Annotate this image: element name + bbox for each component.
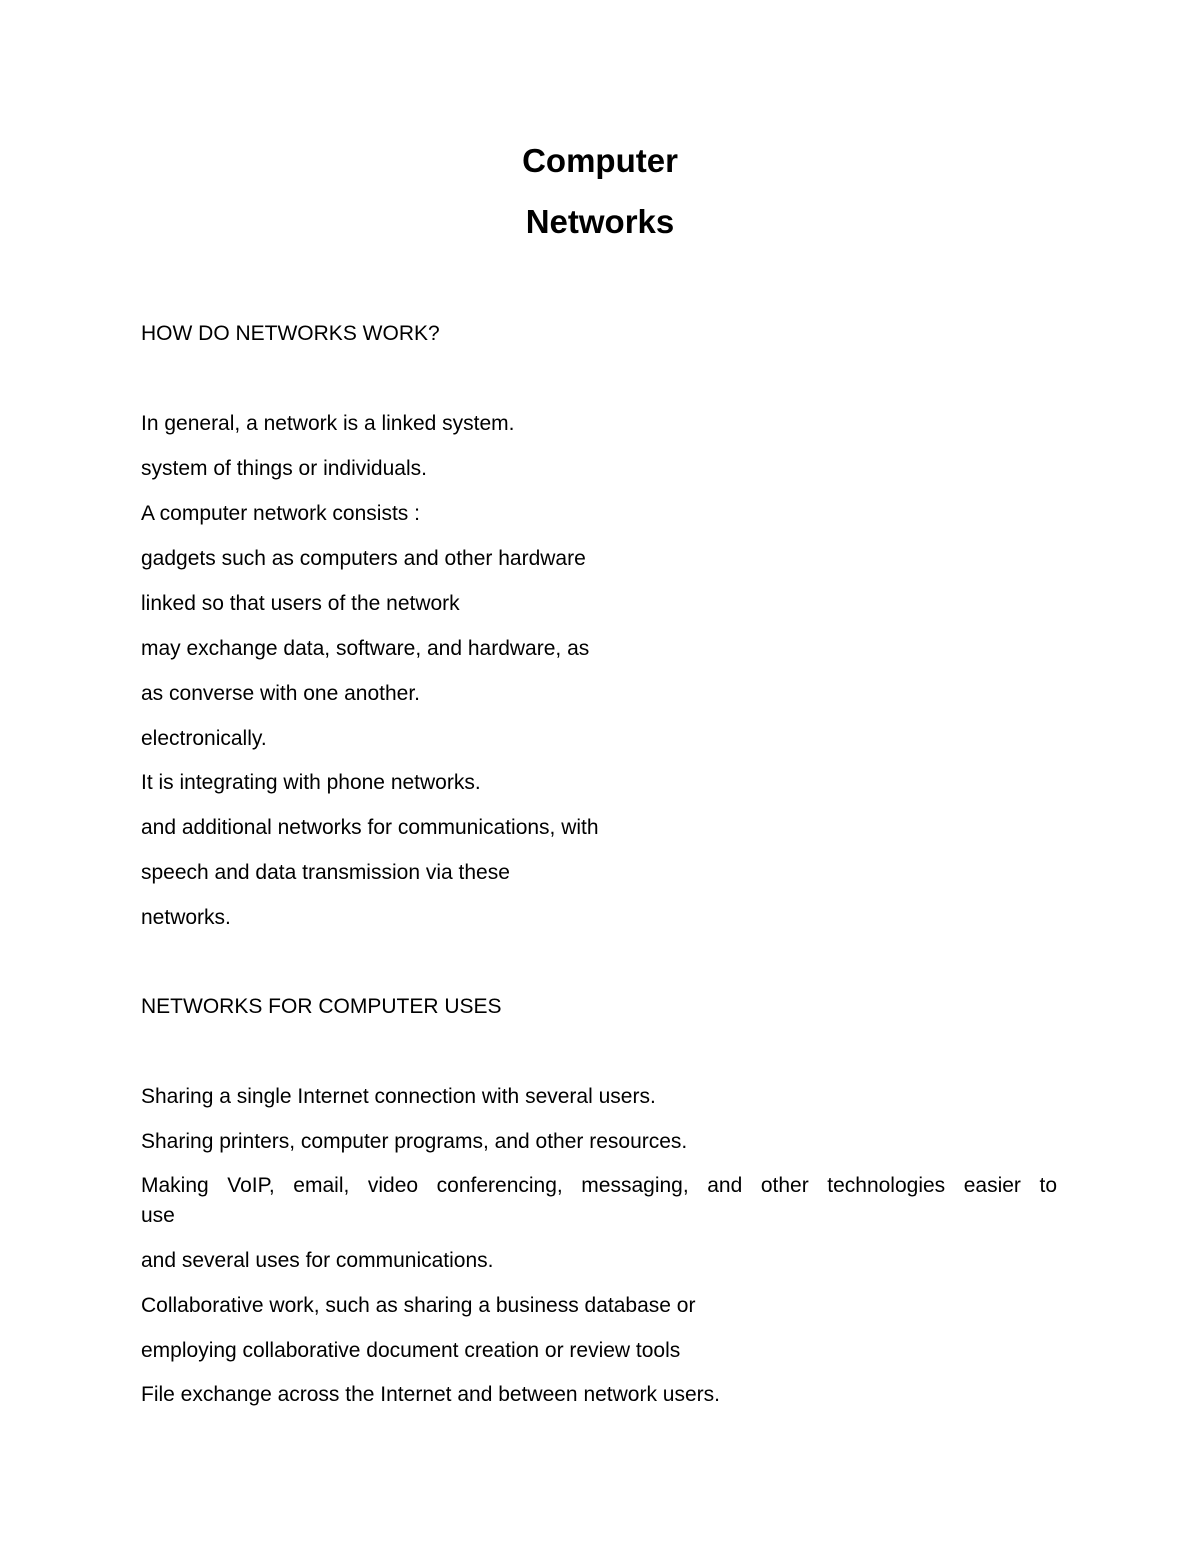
body-line: It is integrating with phone networks. xyxy=(141,771,481,794)
body-line: system of things or individuals. xyxy=(141,457,427,480)
title-line-2: Networks xyxy=(525,203,675,240)
body-line: Making VoIP, email, video conferencing, messaging, and other technologies easier to xyxy=(141,1174,1057,1197)
body-line: Sharing printers, computer programs, and other resources. xyxy=(141,1130,688,1153)
body-line: linked so that users of the network xyxy=(141,592,460,615)
section-heading-networks-for-computer-uses: NETWORKS FOR COMPUTER USES xyxy=(141,995,502,1018)
body-line: use xyxy=(141,1204,175,1227)
body-line: speech and data transmission via these xyxy=(141,861,510,884)
body-line: may exchange data, software, and hardware, as xyxy=(141,637,590,660)
body-line: electronically. xyxy=(141,727,267,750)
title-line-1: Computer xyxy=(522,142,678,179)
body-paragraph-wrapped xyxy=(141,1171,1057,1231)
body-line: A computer network consists : xyxy=(141,502,420,525)
body-line: and several uses for communications. xyxy=(141,1249,494,1272)
body-line: File exchange across the Internet and between network users. xyxy=(141,1383,720,1406)
body-line: Sharing a single Internet connection with several users. xyxy=(141,1085,656,1108)
section-heading-how-networks-work: HOW DO NETWORKS WORK? xyxy=(141,322,440,345)
body-line: and additional networks for communications, with xyxy=(141,816,599,839)
body-line: gadgets such as computers and other hardware xyxy=(141,547,586,570)
body-line: as converse with one another. xyxy=(141,682,421,705)
body-line: Collaborative work, such as sharing a business database or xyxy=(141,1294,696,1317)
body-line: employing collaborative document creation or review tools xyxy=(141,1339,681,1362)
body-line: networks. xyxy=(141,906,231,929)
body-line: In general, a network is a linked system. xyxy=(141,412,515,435)
